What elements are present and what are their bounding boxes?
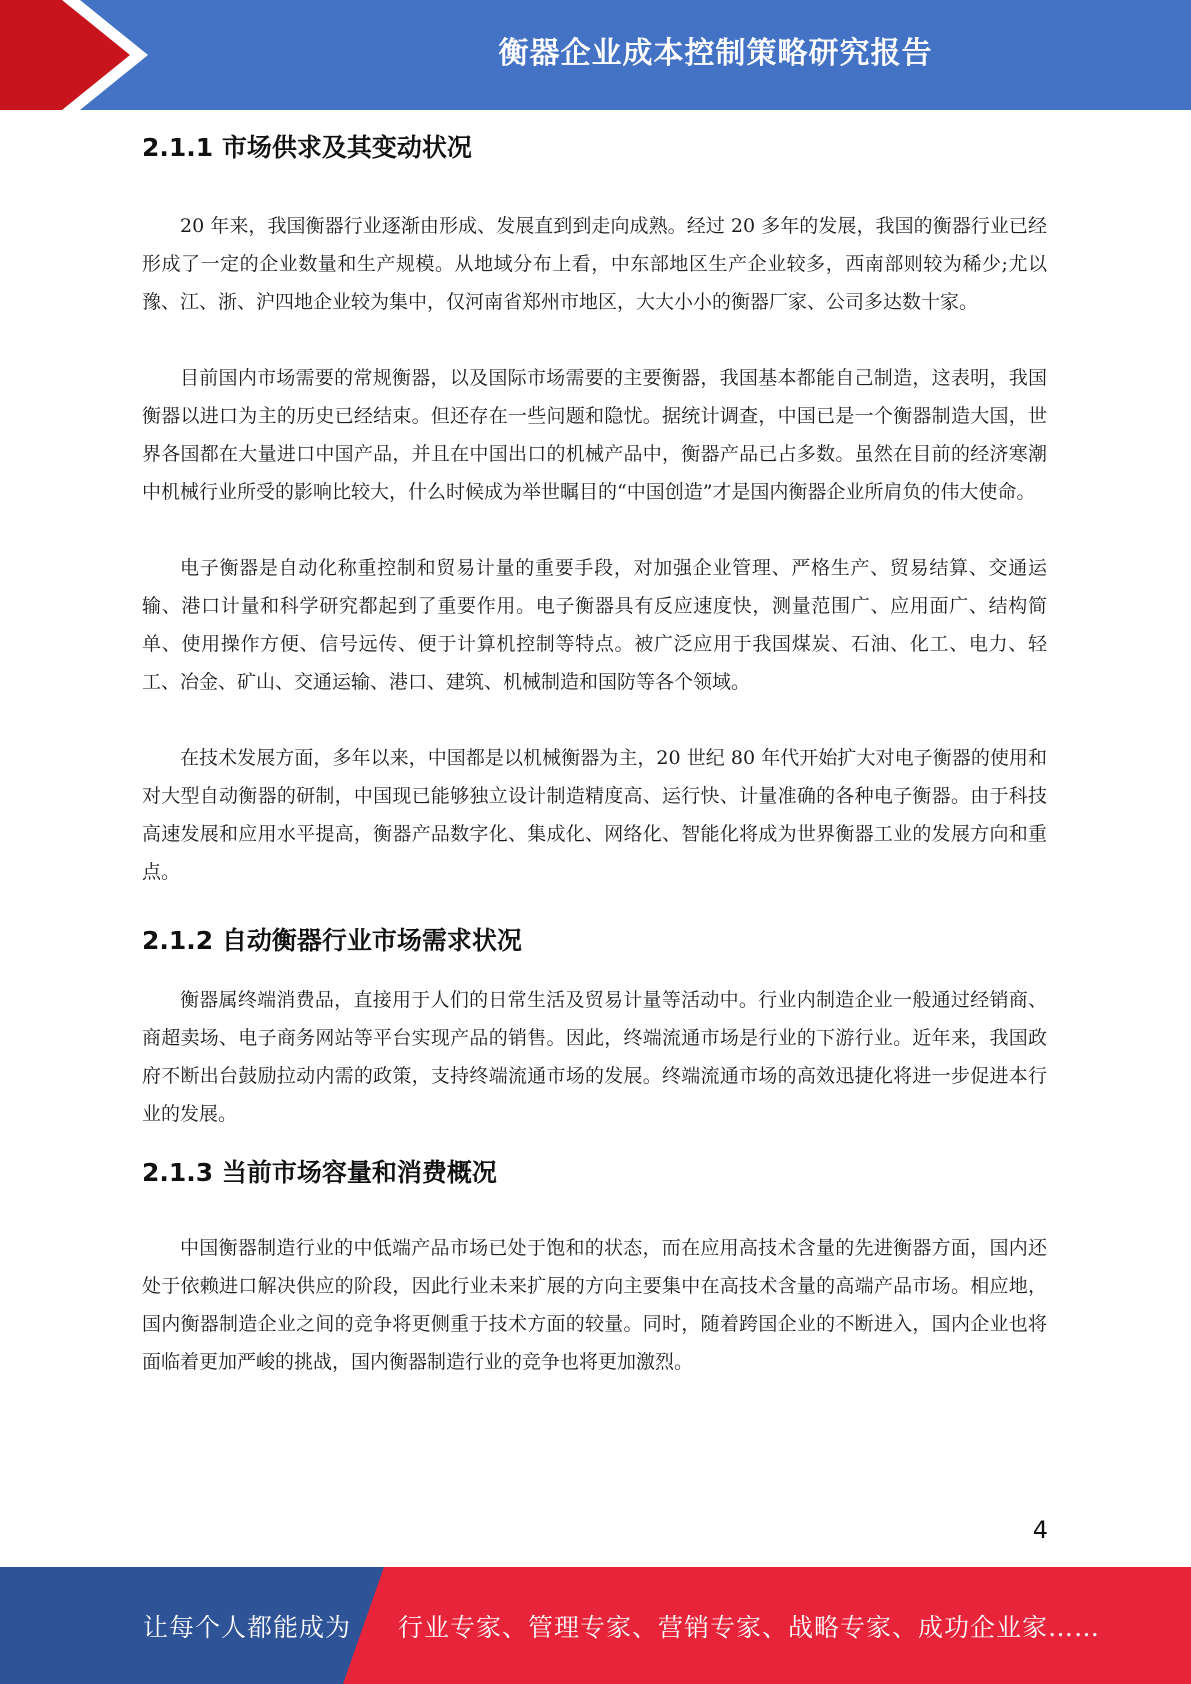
section-heading-2-1-3: 2.1.3 当前市场容量和消费概况 [142,1158,497,1187]
footer-slogan-right: 行业专家、管理专家、营销专家、战略专家、成功企业家…… [398,1612,1101,1642]
section-heading-2-1-1: 2.1.1 市场供求及其变动状况 [142,133,472,162]
paragraph: 在技术发展方面，多年以来，中国都是以机械衡器为主，20 世纪 80 年代开始扩大对电子衡器的使用和对大型自动衡器的研制，中国现已能够独立设计制造精度高、运行快、计量准确的各种电子衡器。由于科技高速发展和应用水平提高，衡器产品数字化、集成化、网络化、智能化将成为世界衡器工业的发展方向和重点。 [142,747,1047,883]
footer-slogan-left: 让每个人都能成为 [143,1612,352,1642]
paragraph: 衡器属终端消费品，直接用于人们的日常生活及贸易计量等活动中。行业内制造企业一般通过经销商、商超卖场、电子商务网站等平台实现产品的销售。因此，终端流通市场是行业的下游行业。近年来，我国政府不断出台鼓励拉动内需的政策，支持终端流通市场的发展。终端流通市场的高效迅捷化将进一步促进本行业的发展。 [142,989,1047,1125]
page-header [0,0,1191,110]
document-title: 衡器企业成本控制策略研究报告 [498,36,933,71]
report-body [142,128,1047,1381]
paragraph: 目前国内市场需要的常规衡器，以及国际市场需要的主要衡器，我国基本都能自己制造，这表明，我国衡器以进口为主的历史已经结束。但还存在一些问题和隐忧。据统计调查，中国已是一个衡器制造大国，世界各国都在大量进口中国产品，并且在中国出口的机械产品中，衡器产品已占多数。虽然在目前的经济寒潮中机械行业所受的影响比较大，什么时候成为举世瞩目的“中国创造”才是国内衡器企业所肩负的伟大使命。 [142,367,1047,503]
page-number: 4 [1032,1516,1048,1544]
page-footer [0,1567,1191,1684]
paragraph: 20 年来，我国衡器行业逐渐由形成、发展直到到走向成熟。经过 20 多年的发展，我国的衡器行业已经形成了一定的企业数量和生产规模。从地域分布上看，中东部地区生产企业较多，西南部则较为稀少;尤以豫、江、浙、沪四地企业较为集中，仅河南省郑州市地区，大大小小的衡器厂家、公司多达数十家。 [142,215,1047,313]
paragraph: 电子衡器是自动化称重控制和贸易计量的重要手段，对加强企业管理、严格生产、贸易结算、交通运输、港口计量和科学研究都起到了重要作用。电子衡器具有反应速度快，测量范围广、应用面广、结构简单、使用操作方便、信号远传、便于计算机控制等特点。被广泛应用于我国煤炭、石油、化工、电力、轻工、冶金、矿山、交通运输、港口、建筑、机械制造和国防等各个领域。 [142,557,1047,693]
paragraph: 中国衡器制造行业的中低端产品市场已处于饱和的状态，而在应用高技术含量的先进衡器方面，国内还处于依赖进口解决供应的阶段，因此行业未来扩展的方向主要集中在高技术含量的高端产品市场。相应地，国内衡器制造企业之间的竞争将更侧重于技术方面的较量。同时，随着跨国企业的不断进入，国内企业也将面临着更加严峻的挑战，国内衡器制造行业的竞争也将更加激烈。 [142,1237,1047,1373]
section-heading-2-1-2: 2.1.2 自动衡器行业市场需求状况 [142,926,522,955]
